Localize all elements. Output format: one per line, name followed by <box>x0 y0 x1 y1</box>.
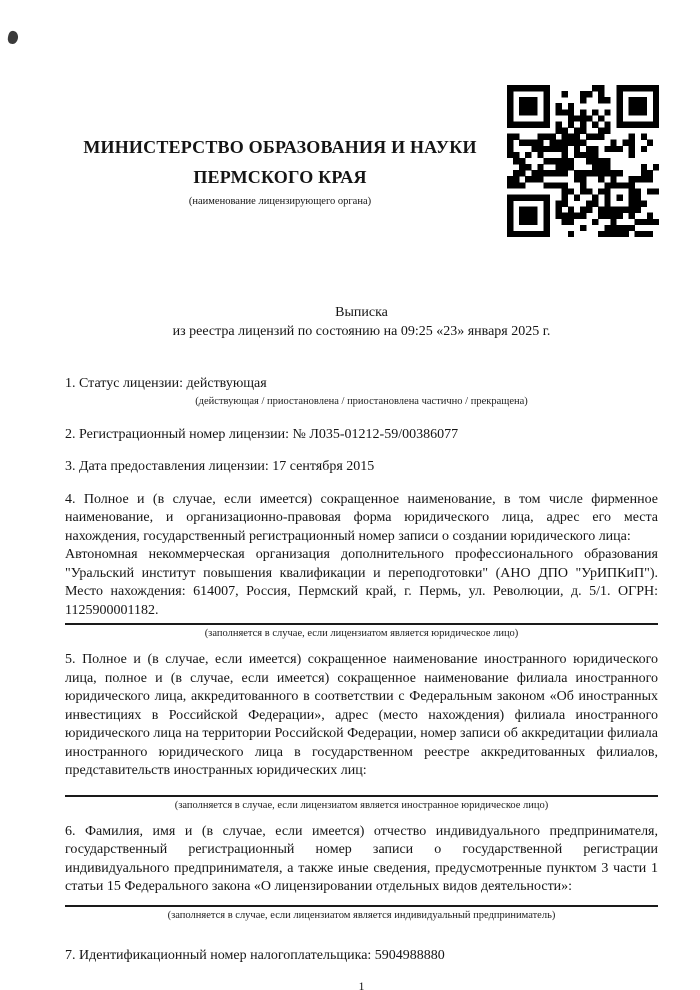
document-content <box>65 0 658 990</box>
entrepreneur-label: 6. Фамилия, имя и (в случае, если имеется) отчество индивидуального предпринимателя, государственный регистрационный номер записи о государственной регистрации индивидуального предпринимателя, а также иные сведения, предусмотренные пунктом 3 части 1 статьи 15 Федерального закона «О лицензировании отдельных видов деятельности»: <box>65 823 658 894</box>
entrepreneur-note: (заполняется в случае, если лицензиатом является индивидуальный предприниматель) <box>167 909 556 921</box>
legal-entity-label: 4. Полное и (в случае, если имеется) сокращенное наименование, в том числе фирменное наименование, и организационно-правовая форма юридического лица, адрес его места нахождения, государственный регистрационный номер записи о создании юридического лица: <box>65 491 658 544</box>
foreign-entity-underline <box>65 795 658 797</box>
page-number: 1 <box>358 979 365 990</box>
issuing-authority-block <box>65 132 495 208</box>
entrepreneur-section <box>65 823 658 923</box>
document-title: Выписка <box>335 305 388 320</box>
ministry-name-line2: ПЕРМСКОГО КРАЯ <box>193 167 367 187</box>
scan-artifact-mark <box>7 30 19 45</box>
license-status-line: 1. Статус лицензии: действующая <box>65 376 267 391</box>
license-status-options-note: (действующая / приостановлена / приостановлена частично / прекращена) <box>195 395 528 407</box>
foreign-entity-label: 5. Полное и (в случае, если имеется) сокращенное наименование иностранного юридического лица, полное и (в случае, если имеется) сокращенное наименование филиала иностранного юридического лица, аккредитованного в соответствии с Федеральным законом «Об иностранных инвестициях в Российской Федерации», адрес (место нахождения) филиала иностранного юридического лица на территории Российской Федерации, номер записи об аккредитации филиала иностранного юридического лица в государственном реестре аккредитованных филиалов, представительств иностранных юридических лиц: <box>65 652 658 778</box>
legal-entity-underline <box>65 623 658 625</box>
ministry-name-line1: МИНИСТЕРСТВО ОБРАЗОВАНИЯ И НАУКИ <box>83 137 477 157</box>
entrepreneur-underline <box>65 905 658 907</box>
legal-entity-section <box>65 491 658 642</box>
registration-number-line: 2. Регистрационный номер лицензии: № Л035-01212-59/00386077 <box>65 426 459 442</box>
legal-entity-note: (заполняется в случае, если лицензиатом является юридическое лицо) <box>204 628 519 639</box>
taxpayer-id-line: 7. Идентификационный номер налогоплательщика: 5904988880 <box>65 947 445 963</box>
foreign-entity-section <box>65 651 658 813</box>
license-grant-date-line: 3. Дата предоставления лицензии: 17 сентября 2015 <box>65 459 375 474</box>
document-title-block <box>65 304 658 341</box>
legal-entity-value: Автономная некоммерческая организация дополнительного профессионального образования "Уральский институт повышения квалификации и переподготовки" (АНО ДПО "УрИПКиП"). Место нахождения: 614007, Россия, Пермский край, г. Пермь, ул. Революции, д. 5/1. ОГРН: 1125900001182. <box>65 547 658 618</box>
foreign-entity-note: (заполняется в случае, если лицензиатом является иностранное юридическое лицо) <box>174 799 549 811</box>
ministry-subtitle: (наименование лицензирующего органа) <box>188 196 372 207</box>
document-title-date-line: из реестра лицензий по состоянию на 09:25 «23» января 2025 г. <box>172 323 551 339</box>
